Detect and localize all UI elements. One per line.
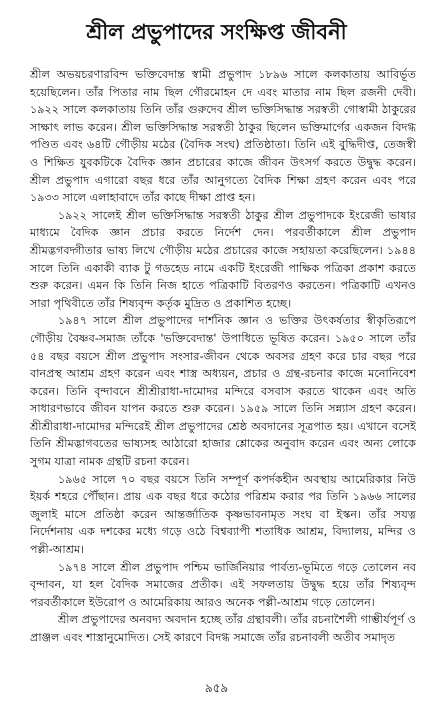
paragraph-1: শ্রীল অভয়চরণারবিন্দ ভক্তিবেদান্ত স্বামী প্রভুপাদ ১৮৯৬ সালে কলকাতায় আবির্ভূত হয়েছিলেন। তাঁর পিতার নাম ছিল গৌরমোহন দে এবং মাতার নাম ছিল রজনী দেবী। ১৯২২ সালে কলকাতায় তিনি তাঁর গুরুদেব শ্রীল ভক্তিসিদ্ধান্ত সরস্বতী গোস্বামী ঠাকুরের সাক্ষাৎ লাভ করেন। শ্রীল ভক্তিসিদ্ধান্ত সরস্বতী ঠাকুর ছিলেন ভক্তিমার্গের একজন বিদগ্ধ পণ্ডিত এবং ৬৪টি গৌড়ীয় মঠের (বৈদিক সংঘ) প্রতিষ্ঠাতা। তিনি এই বুদ্ধিদীপ্ত, তেজস্বী ও শিক্ষিত যুবকটিকে বৈদিক জ্ঞান প্রচারের কাজে জীবন উৎসর্গ করতে উদ্বুদ্ধ করেন। শ্রীল প্রভুপাদ এগারো বছর ধরে তাঁর আনুগত্যে বৈদিক শিক্ষা গ্রহণ করেন এবং পরে ১৯৩৩ সালে এলাহাবাদে তাঁর কাছে দীক্ষা প্রাপ্ত হন। bbox=[30, 68, 416, 205]
paragraph-5: ১৯৭৪ সালে শ্রীল প্রভুপাদ পশ্চিম ভার্জিনিয়ার পার্বত্য-ভূমিতে গড়ে তোলেন নব বৃন্দাবন, যা হল বৈদিক সমাজের প্রতীক। এই সফলতায় উদ্বুদ্ধ হয়ে তাঁর শিষ্যবৃন্দ পরবর্তীকালে ইউরোপ ও আমেরিকায় আরও অনেক পল্লী-আশ্রম গড়ে তোলেন। bbox=[30, 560, 416, 609]
paragraph-3: ১৯৪৭ সালে শ্রীল প্রভুপাদের দার্শনিক জ্ঞান ও ভক্তির উৎকর্ষতার স্বীকৃতিরূপে গৌড়ীয় বৈষ্ণব-সমাজ তাঁকে 'ভক্তিবেদান্ত' উপাধিতে ভূষিত করেন। ১৯৫০ সালে তাঁর ৫৪ বছর বয়সে শ্রীল প্রভুপাদ সংসার-জীবন থেকে অবসর গ্রহণ করে চার বছর পরে বানপ্রস্থ আশ্রম গ্রহণ করেন এবং শাস্ত্র অধ্যয়ন, প্রচার ও গ্রন্থ-রচনার কাজে মনোনিবেশ করেন। তিনি বৃন্দাবনে শ্রীশ্রীরাধা-দামোদর মন্দিরে বসবাস করতে থাকেন এবং অতি সাধারণভাবে জীবন যাপন করতে শুরু করেন। ১৯৫৯ সালে তিনি সন্ন্যাস গ্রহণ করেন। শ্রীশ্রীরাধা-দামোদর মন্দিরেই শ্রীল প্রভুপাদের শ্রেষ্ঠ অবদানের সূত্রপাত হয়। এখানে বসেই তিনি শ্রীমদ্ভাগবতের ভাষ্যসহ আঠারো হাজার শ্লোকের অনুবাদ করেন এবং অন্য লোকে সুগম যাত্রা নামক গ্রন্থটি রচনা করেন। bbox=[30, 314, 416, 469]
paragraph-6: শ্রীল প্রভুপাদের অনবদ্য অবদান হচ্ছে তাঁর গ্রন্থাবলী। তাঁর রচনাশৈলী গাম্ভীর্যপূর্ণ ও প্রাঞ্জল এবং শাস্ত্রানুমোদিত। সেই কারণে বিদগ্ধ সমাজে তাঁর রচনাবলী অতীব সমাদৃত bbox=[30, 613, 416, 644]
page-title: শ্রীল প্রভুপাদের সংক্ষিপ্ত জীবনী bbox=[86, 20, 347, 44]
paragraph-2: ১৯২২ সালেই শ্রীল ভক্তিসিদ্ধান্ত সরস্বতী ঠাকুর শ্রীল প্রভুপাদকে ইংরেজী ভাষার মাধ্যমে বৈদিক জ্ঞান প্রচার করতে নির্দেশ দেন। পরবর্তীকালে শ্রীল প্রভুপাদ শ্রীমদ্ভগবদ্গীতার ভাষ্য লিখে গৌড়ীয় মঠের প্রচারের কাজে সহায়তা করেছিলেন। ১৯৪৪ সালে তিনি একাকী ব্যাক টু গডহেড নামে একটি ইংরেজী পাক্ষিক পত্রিকা প্রকাশ করতে শুরু করেন। এমন কি তিনি নিজ হাতে পত্রিকাটি বিতরণও করতেন। পত্রিকাটি এখনও সারা পৃথিবীতে তাঁর শিষ্যবৃন্দ কর্তৃক মুদ্রিত ও প্রকাশিত হচ্ছে। bbox=[30, 208, 416, 310]
page-number: ৯৫৯ bbox=[204, 681, 229, 695]
paragraph-4: ১৯৬৫ সালে ৭০ বছর বয়সে তিনি সম্পূর্ণ কপর্দকহীন অবস্থায় আমেরিকার নিউ ইয়র্ক শহরে পৌঁছান। প্রায় এক বছর ধরে কঠোর পরিশ্রম করার পর তিনি ১৯৬৬ সালের জুলাই মাসে প্রতিষ্ঠা করেন আন্তর্জাতিক কৃষ্ণভাবনামৃত সংঘ বা ইস্কন। তাঁর সযত্ন নির্দেশনায় এক দশকের মধ্যে গড়ে ওঠে বিশ্বব্যাপী শতাধিক আশ্রম, বিদ্যালয়, মন্দির ও পল্লী-আশ্রম। bbox=[30, 472, 416, 557]
article-body bbox=[30, 66, 416, 647]
